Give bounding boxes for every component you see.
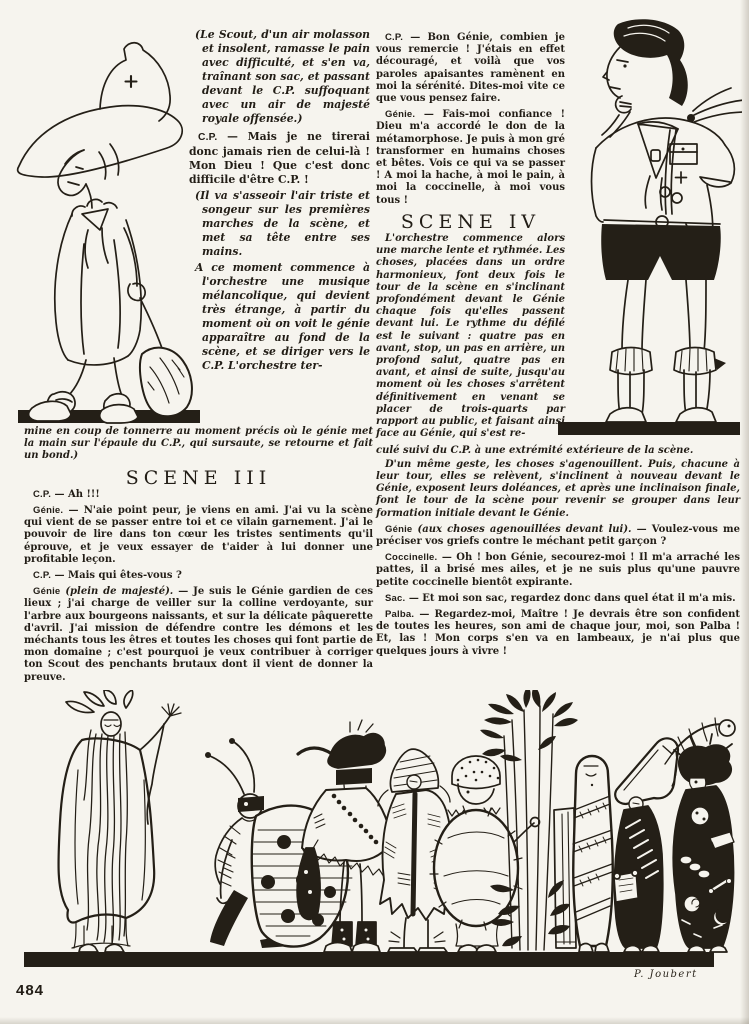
antenna <box>210 756 244 794</box>
dialogue-text: — Voulez-vous me préciser vos griefs contre le méchant petit garçon ? <box>376 523 740 547</box>
stage-direction-column <box>189 28 370 373</box>
procession-of-things-illustration <box>14 690 736 982</box>
stage-direction: (Il va s'asseoir l'air triste et songeur sur les premières marches de la scène, et met sa tête entre ses mains. <box>195 189 370 258</box>
scene-narrative: D'un même geste, les choses s'agenouillent. Puis, chacune à leur tour, elles se relèvent, s'inclinent à nouveau devant le Génie, exposent leurs doléances, et après une inclinaison finale, font le tour de la scène pour revenir se grouper dans leur formation initiale devant le Génie. <box>376 458 740 519</box>
dialogue-text: — Oh ! bon Génie, secourez-moi ! Il m'a arraché les pattes, il a brisé mes ailes, et je ne suis plus qu'une pauvre petite coccinelle bientôt expirante. <box>376 552 740 588</box>
scene3-heading: SCENE III <box>125 466 272 489</box>
stage-direction: A ce moment commence à l'orchestre une musique mélancolique, qui devient très étrange, à partir du moment où on voit le génie apparaître au fond de la scène, et se diriger vers le C.P. L'orchestre ter- <box>195 261 370 372</box>
dialogue-text: — Fais-moi confiance ! Dieu m'a accordé le don de la métamorphose. Je puis à mon gré transformer en humains choses et bêtes. Vois ce qui va se passer ! A moi la hache, à moi le pain, à moi la coccinelle, à moi vous tous ! <box>376 109 566 206</box>
scene3-column <box>24 426 373 684</box>
dialogue-line <box>376 552 740 589</box>
plumed-mask-figure <box>297 720 392 952</box>
sandal <box>388 948 417 952</box>
dialogue-line <box>24 489 373 501</box>
scene-narrative: L'orchestre commence alors une marche lente et rythmée. Les choses, placées dans un ordre harmonieux, font deux fois le tour de la scène en s'inclinant profondément devant le Génie chaque fois qu'elles passent devant lui. Le rythme du défilé est le suivant : quatre pas en avant, stop, un pas en arrière, un profond salut, quatre pas en avant, et ainsi de suite, jusqu'au moment où les choses s'arrêtent définitivement en venant se placer de trois-quarts par rapport au public, et faisant ainsi face au Génie, qui s'est re- <box>376 233 565 440</box>
page-edge-shadow <box>740 0 749 1024</box>
right-wide-block <box>376 445 740 658</box>
bare-foot <box>579 944 593 953</box>
dialogue-line <box>189 130 370 187</box>
dialogue-line <box>376 109 565 207</box>
axe-hood-figure <box>614 738 678 952</box>
dialogue-text: — Et moi son sac, regardez donc dans quel état il m'a mis. <box>408 592 736 604</box>
stage-direction-continuation: mine en coup de tonnerre au moment précis où le génie met la main sur l'épaule du C.P., qui sursaute, se retourne et fait un bond.) <box>24 426 373 462</box>
dialogue-text: — N'aie point peur, je viens en ami. J'ai vu la scène qui vient de se passer entre toi et ce vilain garnement. J'ai le pouvoir de lire dans ton cœur les tristes sentiments qu'il éprouve, et je veux essayer de t'aider à lui donner une profitable leçon. <box>24 505 374 565</box>
right-text-column <box>376 28 740 658</box>
leaf-crown <box>66 701 94 712</box>
dialogue-text: — Bon Génie, combien je vous remercie ! J'étais en effet découragé, et voilà que vos paroles apaisantes ramènent en moi la sérénité. Dites-moi vite ce que vous pensez faire. <box>376 32 565 105</box>
stage-aside: (aux choses agenouillées devant lui). <box>417 523 632 535</box>
center-band <box>413 794 415 914</box>
dialogue-text: — Regardez-moi, Maître ! Je devrais être son confident de toutes les heures, son ami de chaque jour, moi, son Palba ! Et, las ! Mon corps s'en va en lambeaux, je n'ai plus que quelques jours à vivre ! <box>376 608 740 657</box>
page-number: 484 <box>16 982 45 999</box>
speaker-label: C.P. <box>198 132 218 143</box>
scene-narrative-continuation: culé suivi du C.P. à une extrémité extérieure de la scène. <box>376 444 694 456</box>
plumed-hat <box>328 734 385 768</box>
dialogue-line <box>376 32 565 105</box>
right-narrow-block <box>376 32 565 441</box>
neckerchief-knot <box>82 209 108 230</box>
speaker-label: Coccinelle. <box>385 552 438 564</box>
speaker-label: Sac. <box>385 592 406 604</box>
bread-loaf-figure <box>430 756 540 952</box>
fish-head <box>719 720 735 736</box>
dotted-cap <box>452 756 500 789</box>
speaker-label: C.P. <box>385 32 404 43</box>
speaker-label: C.P. <box>33 570 52 582</box>
stage-direction: (Le Scout, d'un air molasson et insolent, ramasse le pain avec difficulté, et s'en va, traînant son sac, et passant devant le C.P. suffoquant avec un air de majesté royale offensée.) <box>195 28 370 125</box>
hat-plume <box>298 748 332 754</box>
dialogue-text: — Ah !!! <box>54 488 100 500</box>
boot <box>29 401 71 421</box>
genie-figure <box>58 690 181 952</box>
dialogue-text: — Mais je ne tirerai donc jamais rien de celui-là ! Mon Dieu ! Que c'est donc difficile d'être C.P. ! <box>189 130 370 186</box>
speaker-label: Palba. <box>385 608 415 620</box>
dialogue-line <box>24 505 373 566</box>
dialogue-line <box>376 609 740 658</box>
scout-dragging-sack-illustration <box>12 22 208 426</box>
sausages <box>680 856 692 864</box>
ankle-tufts <box>389 932 445 942</box>
raised-arm <box>140 716 170 750</box>
kneeling-leg <box>210 890 248 946</box>
speaker-label: Génie <box>33 586 61 598</box>
coat-left-edge <box>55 214 72 360</box>
scene4-heading: SCENE IV <box>400 210 541 233</box>
wheat-leaves <box>480 690 578 761</box>
sack-strap <box>140 298 164 354</box>
speaker-label: Génie <box>385 523 413 535</box>
speaker-label: Génie. <box>33 505 64 517</box>
stage-plinth <box>24 952 714 967</box>
dialogue-line <box>376 524 740 548</box>
dialogue-text: — Je suis le Génie gardien de ces lieux ; j'ai charge de veiller sur la colline verdoyante, sur l'arbre aux bourgeons naissants, et sur la délicate pâquerette d'avril. J'ai mission de défendre contre les démons et les méchants tous les êtres et toutes les choses qui font partie de mon domaine ; c'est pourquoi je veux contribuer à corriger ton Scout des penchants brutaux dont il vient de donner la preuve. <box>24 586 374 683</box>
axe-blade-hood <box>615 738 678 804</box>
genie-face <box>101 712 121 736</box>
speaker-label: Génie. <box>385 109 416 121</box>
eye-mask <box>238 796 264 812</box>
dialogue-line <box>376 593 740 605</box>
eye-mask <box>336 768 372 785</box>
hat-cross-badge <box>126 76 137 87</box>
junk-covered-figure <box>663 718 735 952</box>
page-edge-shadow <box>0 1017 749 1024</box>
thin-legs <box>404 918 428 948</box>
scout-hat-brim <box>18 106 183 177</box>
speaker-label: C.P. <box>33 488 52 500</box>
open-hand <box>162 704 181 716</box>
palette <box>691 807 709 825</box>
dialogue-text: — Mais qui êtes-vous ? <box>54 570 182 582</box>
artist-signature: P. Joubert <box>634 969 698 980</box>
wrapped-baguette-figure <box>573 756 613 952</box>
dialogue-line <box>24 586 373 684</box>
stage-aside: (plein de majesté). <box>65 586 174 598</box>
dialogue-line <box>24 570 373 582</box>
